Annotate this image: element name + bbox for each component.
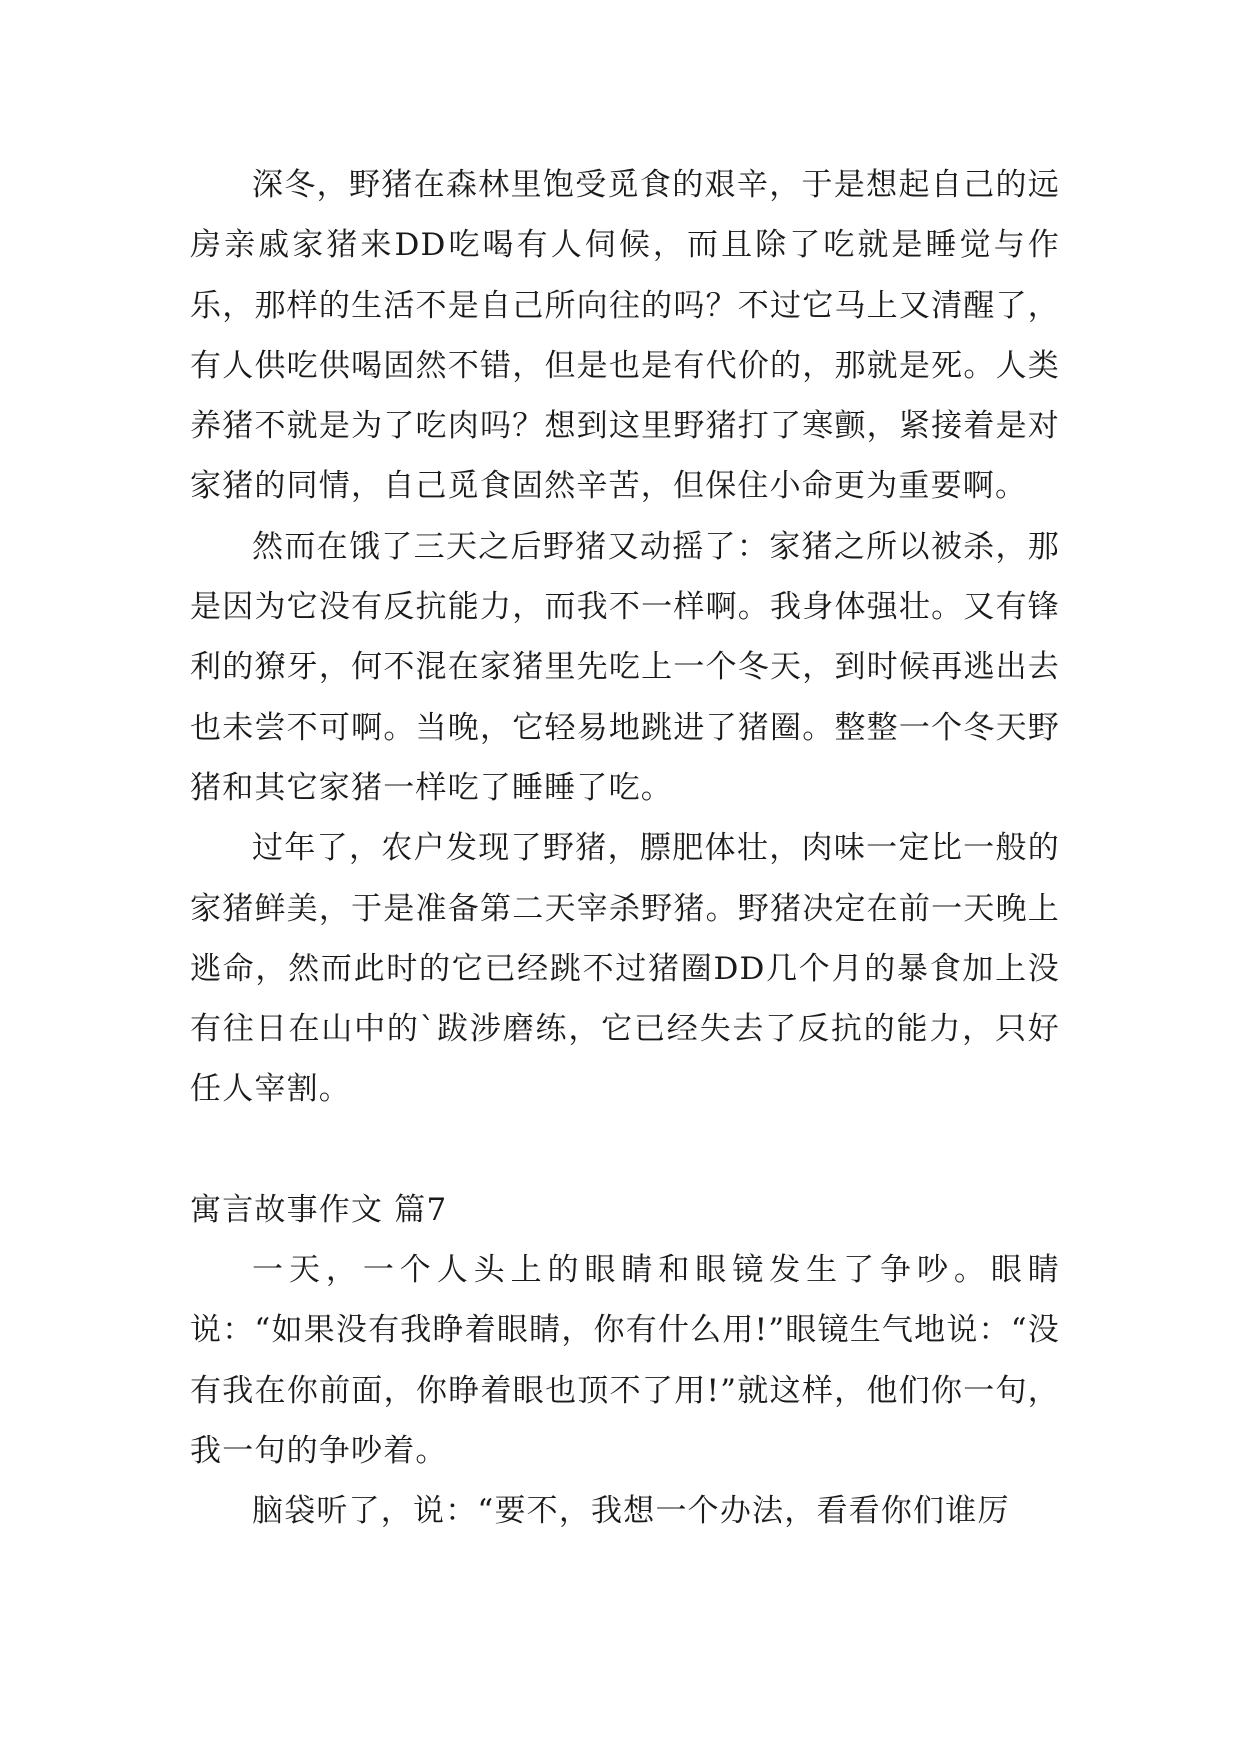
story6-paragraph-1: 深冬，野猪在森林里饱受觅食的艰辛，于是想起自己的远房亲戚家猪来DD吃喝有人伺候，而且除了吃就是睡觉与作乐，那样的生活不是自己所向往的吗？不过它马上又清醒了，有人供吃供喝固然不错，但是也是有代价的，那就是死。人类养猪不就是为了吃肉吗？想到这里野猪打了寒颤，紧接着是对家猪的同情，自己觅食固然辛苦，但保住小命更为重要啊。 <box>190 167 1060 505</box>
story7-paragraph-2: 脑袋听了，说：“要不，我想一个办法，看看你们谁厉 <box>252 1493 1010 1530</box>
story6-paragraph-2: 然而在饿了三天之后野猪又动摇了：家猪之所以被杀，那是因为它没有反抗能力，而我不一样啊。我身体强壮。又有锋利的獠牙，何不混在家猪里先吃上一个冬天，到时候再逃出去也未尝不可啊。当晚，它轻易地跳进了猪圈。整整一个冬天野猪和其它家猪一样吃了睡睡了吃。 <box>190 528 1060 806</box>
story6-paragraph-3: 过年了，农户发现了野猪，膘肥体壮，肉味一定比一般的家猪鲜美，于是准备第二天宰杀野猪。野猪决定在前一天晚上逃命，然而此时的它已经跳不过猪圈DD几个月的暴食加上没有往日在山中的`跋涉磨练，它已经失去了反抗的能力，只好任人宰割。 <box>190 830 1060 1108</box>
story7-paragraph-1: 一天，一个人头上的眼睛和眼镜发生了争吵。眼睛说：“如果没有我睁着眼睛，你有什么用!”眼镜生气地说：“没有我在你前面，你睁着眼也顶不了用!”就这样，他们你一句，我一句的争吵着。 <box>190 1252 1060 1469</box>
story7-heading: 寓言故事作文 篇7 <box>190 1191 448 1228</box>
document-body <box>190 155 1060 1542</box>
